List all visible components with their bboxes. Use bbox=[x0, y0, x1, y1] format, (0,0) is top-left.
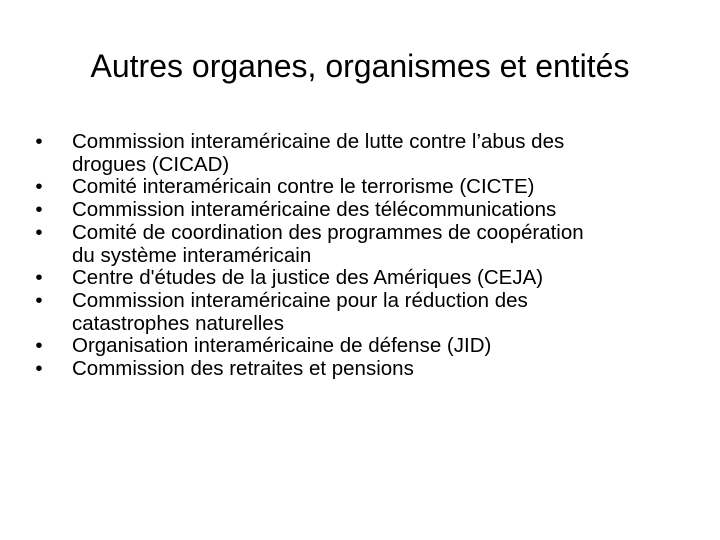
bullet-text-line: du système interaméricain bbox=[72, 243, 312, 267]
bullet-text-line: Comité interaméricain contre le terrorisme (CICTE) bbox=[72, 175, 535, 199]
bullet-dot-icon: • bbox=[35, 334, 43, 358]
bullet-item bbox=[32, 176, 692, 199]
bullet-item bbox=[32, 222, 692, 267]
bullet-text-line: Commission interaméricaine pour la réduction des bbox=[72, 288, 528, 312]
bullet-item bbox=[32, 199, 692, 222]
bullet-text-line: Commission des retraites et pensions bbox=[72, 357, 414, 381]
bullet-item bbox=[32, 131, 692, 176]
bullet-item bbox=[32, 358, 692, 381]
bullet-text-line: Commission interaméricaine de lutte contre l’abus des bbox=[72, 130, 565, 153]
bullet-dot-icon: • bbox=[35, 266, 43, 290]
bullet-text-line: catastrophes naturelles bbox=[72, 311, 284, 335]
bullet-item bbox=[32, 290, 692, 335]
bullet-dot-icon: • bbox=[35, 357, 43, 381]
bullet-text-line: Organisation interaméricaine de défense (JID) bbox=[72, 334, 492, 358]
bullet-list bbox=[32, 131, 692, 381]
bullet-text-line: Centre d'études de la justice des Amériques (CEJA) bbox=[72, 266, 544, 290]
bullet-dot-icon: • bbox=[35, 175, 43, 199]
bullet-dot-icon: • bbox=[35, 220, 43, 244]
bullet-text-line: Commission interaméricaine des télécommunications bbox=[72, 198, 557, 222]
slide-title: Autres organes, organismes et entités bbox=[90, 48, 630, 84]
bullet-item bbox=[32, 267, 692, 290]
bullet-dot-icon: • bbox=[35, 198, 43, 222]
bullet-item bbox=[32, 335, 692, 358]
bullet-dot-icon: • bbox=[35, 288, 43, 312]
bullet-dot-icon: • bbox=[35, 130, 43, 153]
bullet-text-line: Comité de coordination des programmes de coopération bbox=[72, 220, 584, 244]
bullet-text-line: drogues (CICAD) bbox=[72, 152, 230, 176]
